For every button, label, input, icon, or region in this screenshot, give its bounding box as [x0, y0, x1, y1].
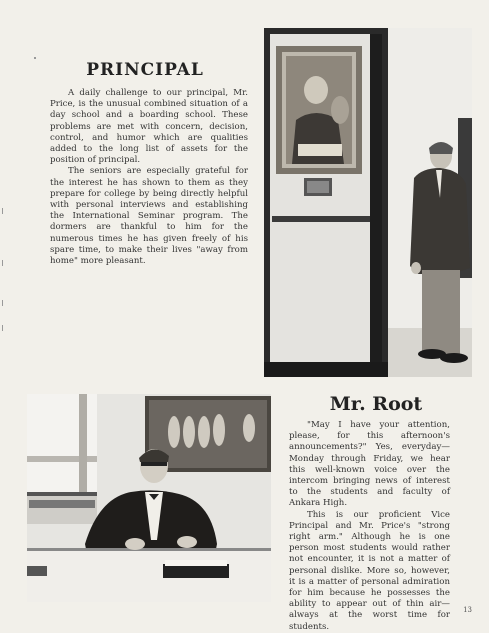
- binding-mark: [2, 300, 3, 306]
- vice-principal-photo-drawing: [27, 394, 271, 602]
- principal-article: [50, 88, 248, 267]
- principal-photo-drawing: [264, 28, 472, 377]
- principal-photo: [264, 28, 472, 377]
- vice-principal-article: [289, 420, 450, 633]
- vice-principal-paragraph-1: "May I have your attention, please, for this afternoon's announcements?" Yes, everyday—Monday through Friday, we hear this well-known voice over the intercom bringing news of interest to the students and faculty of Ankara High.: [289, 420, 450, 509]
- principal-paragraph-2: The seniors are especially grateful for the interest he has shown to them as they prepare for college by being directly helpful with personal interviews and establishing the International Seminar program. The dormers are thankful to him for the numerous times he has given freely of his spare time, to make their lives "away from home" more pleasant.: [50, 166, 248, 267]
- page-number: 13: [463, 606, 472, 614]
- principal-heading: PRINCIPAL: [86, 60, 204, 80]
- principal-paragraph-1: A daily challenge to our principal, Mr. Price, is the unusual combined situation of a day school and a boarding school. These problems are met with concern, decision, control, and humor which are qualities added to the long list of assets for the position of principal.: [50, 88, 248, 166]
- binding-mark: [2, 260, 3, 266]
- binding-mark: [2, 325, 3, 331]
- binding-mark: [2, 208, 3, 214]
- vice-principal-heading: Mr. Root: [329, 393, 423, 415]
- vice-principal-paragraph-2: This is our proficient Vice Principal and Mr. Price's "strong right arm." Although he is one person most students would rather not encounter, it is not a matter of personal dislike. More so, however, it is a matter of personal admiration for him because he possesses the ability to appear out of thin air—always at the worst time for students.: [289, 509, 450, 632]
- vice-principal-photo: [27, 394, 271, 602]
- binding-mark: [34, 57, 36, 59]
